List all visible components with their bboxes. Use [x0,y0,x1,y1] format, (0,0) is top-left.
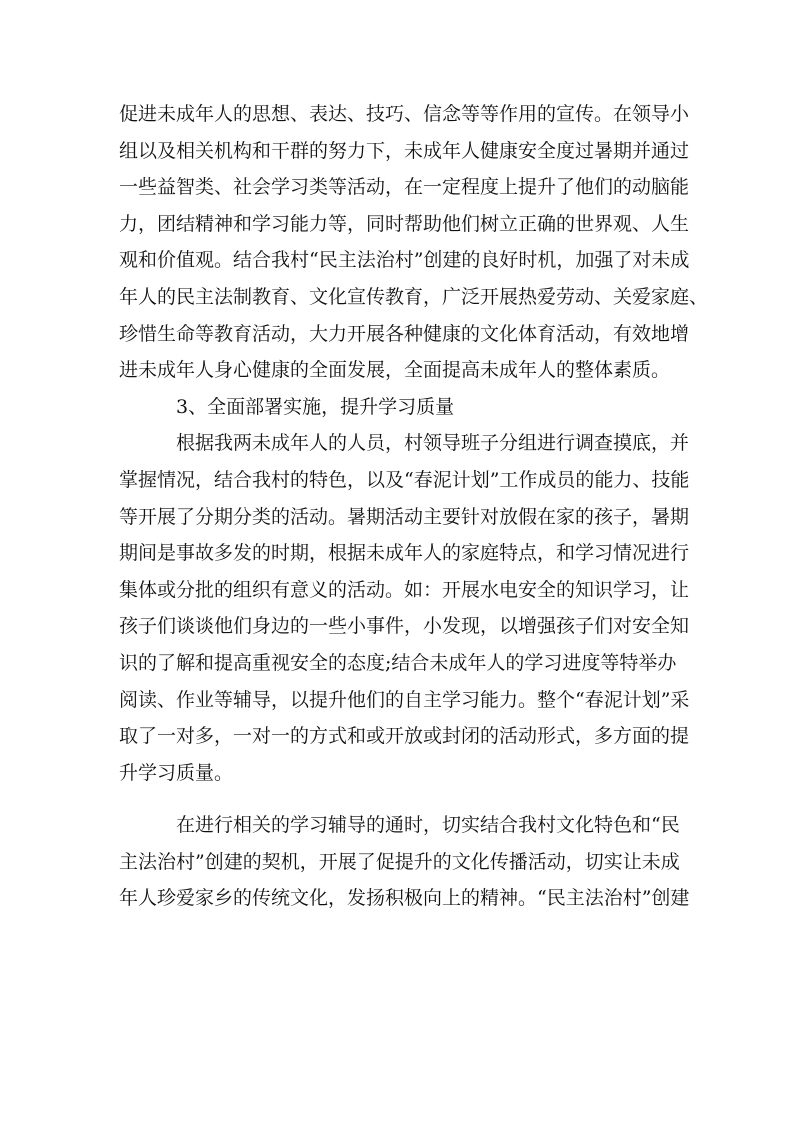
paragraph-gap [119,791,675,807]
document-body [119,96,709,917]
paragraph-line: 根据我两未成年人的人员，村领导班子分组进行调查摸底，并 [176,432,690,455]
paragraph-line: 年人的民主法制教育、文化宣传教育，广泛开展热爱劳动、关爱家庭、 [119,285,709,308]
paragraph-line: 组以及相关机构和干群的努力下，未成年人健康安全度过暑期并通过 [119,139,690,162]
paragraph-line: 年人珍爱家乡的传统文化，发扬积极向上的精神。“民主法治村”创建 [119,887,690,910]
paragraph-line: 在进行相关的学习辅导的通时，切实结合我村文化特色和“民 [176,814,680,837]
paragraph-line: 识的了解和提高重视安全的态度;结合未成年人的学习进度等特举办 [119,651,677,674]
paragraph-line: 孩子们谈谈他们身边的一些小事件，小发现，以增强孩子们对安全知 [119,615,690,638]
paragraph-line: 观和价值观。结合我村“民主法治村”创建的良好时机，加强了对未成 [119,249,690,272]
paragraph-line: 期间是事故多发的时期，根据未成年人的家庭特点，和学习情况进行 [119,542,690,565]
paragraph-line: 力，团结精神和学习能力等，同时帮助他们树立正确的世界观、人生 [119,212,690,235]
paragraph-line: 掌握情况，结合我村的特色，以及“春泥计划”工作成员的能力、技能 [119,468,690,491]
paragraph-line: 集体或分批的组织有意义的活动。如：开展水电安全的知识学习，让 [119,578,690,601]
section-heading-text: 3、全面部署实施，提升学习质量 [176,395,455,418]
paragraph-2 [119,425,690,791]
paragraph-line: 升学习质量。 [119,761,234,784]
paragraph-3 [119,807,690,917]
paragraph-1 [119,96,709,389]
paragraph-line: 阅读、作业等辅导，以提升他们的自主学习能力。整个“春泥计划”采 [119,688,690,711]
paragraph-line: 等开展了分期分类的活动。暑期活动主要针对放假在家的孩子，暑期 [119,505,690,528]
paragraph-line: 进未成年人身心健康的全面发展，全面提高未成年人的整体素质。 [119,359,671,382]
section-heading [119,389,675,426]
paragraph-line: 促进未成年人的思想、表达、技巧、信念等等作用的宣传。在领导小 [119,103,690,125]
paragraph-line: 主法治村”创建的契机，开展了促提升的文化传播活动，切实让未成 [119,850,680,873]
paragraph-line: 一些益智类、社会学习类等活动，在一定程度上提升了他们的动脑能 [119,176,690,199]
paragraph-line: 珍惜生命等教育活动，大力开展各种健康的文化体育活动，有效地增 [119,322,690,345]
paragraph-line: 取了一对多，一对一的方式和或开放或封闭的活动形式，多方面的提 [119,725,690,748]
